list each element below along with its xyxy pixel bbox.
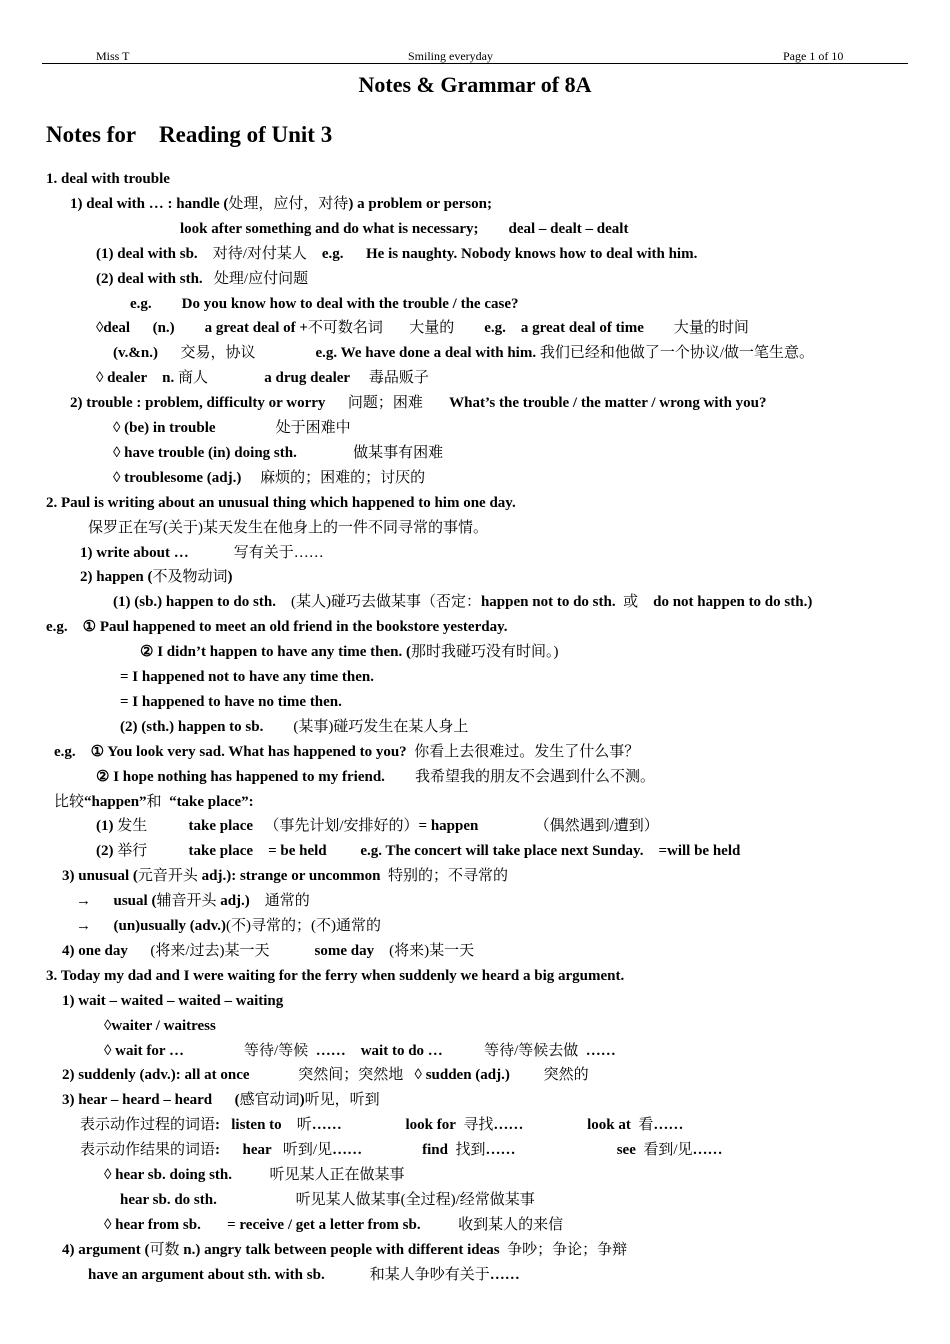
note-line-text: = happen xyxy=(418,818,535,835)
note-line-text: 大量的 xyxy=(409,320,455,337)
note-line-text: (2) deal with sth. xyxy=(96,270,214,287)
note-line-text: → usual ( xyxy=(76,893,157,910)
note-line-text: 2. Paul is writing about an unusual thing which happened to him one day. xyxy=(46,494,516,511)
note-line-text: will take place xyxy=(465,843,558,860)
note-line-text: …… find xyxy=(332,1142,456,1159)
note-line-text: : hear xyxy=(215,1142,283,1159)
note-line-text: 3) hear – heard – heard ( xyxy=(62,1092,240,1109)
note-line-text: (将来/过去)某一天 xyxy=(150,942,270,959)
note-line-text: 和某人争吵有关于 xyxy=(369,1266,490,1283)
note-line-text: …… xyxy=(489,1266,520,1283)
note-line-text: 处于困难中 xyxy=(275,420,351,436)
note-line-text: have an argument about sth. with sb. xyxy=(88,1266,370,1283)
note-line xyxy=(104,1042,616,1060)
note-line-text: ◊ hear sb. doing sth. xyxy=(104,1167,270,1183)
note-line-text: 你看上去很难过。发生了什么事？ xyxy=(414,743,640,760)
note-line-text: 不可数名词 xyxy=(307,320,383,337)
note-line-text: （偶然遇到/遭到） xyxy=(534,818,659,835)
note-line-text: 2) happen ( xyxy=(80,569,153,586)
note-line xyxy=(80,544,324,562)
note-line xyxy=(70,394,767,412)
note-line-text: 寻找 xyxy=(463,1117,494,1134)
note-line xyxy=(113,419,351,437)
note-line-text: 听见某人做某事(全过程)/经常做某事 xyxy=(295,1191,535,1208)
note-line-text: ◊ wait for … xyxy=(104,1042,245,1059)
note-line-text: 听见，听到 xyxy=(304,1092,380,1109)
note-line xyxy=(88,1266,520,1284)
note-line-text: adj.) xyxy=(216,893,265,910)
note-line-text: 毒品贩子 xyxy=(368,370,429,387)
note-line-text: …… see xyxy=(485,1142,644,1159)
note-line xyxy=(96,768,655,786)
note-line xyxy=(62,867,508,885)
note-line-text: 那时我碰巧没有时间。) xyxy=(410,644,559,661)
note-line-text: 1) wait – waited – waited – waiting xyxy=(62,992,284,1009)
note-line-text: …… xyxy=(653,1117,684,1134)
note-line xyxy=(104,1216,563,1234)
note-line xyxy=(54,793,254,811)
note-line xyxy=(62,1091,380,1109)
document-title: Notes & Grammar of 8A xyxy=(358,72,592,97)
note-line-text: 3) unusual ( xyxy=(62,868,138,885)
note-line-text: “happen” xyxy=(84,793,147,810)
note-line xyxy=(104,1166,405,1184)
note-line-text: ) xyxy=(227,569,233,586)
note-line-text: adj.): strange or uncommon xyxy=(197,868,389,885)
note-line-text: 麻烦的；困难的；讨厌的 xyxy=(260,469,426,486)
note-line-text: 表示动作结果的词语 xyxy=(80,1142,216,1159)
note-line-text: (不)寻常的；(不)通常的 xyxy=(226,918,382,934)
note-line xyxy=(120,668,374,686)
note-line-text: ◊ (be) in trouble xyxy=(113,420,276,436)
note-line xyxy=(96,369,429,387)
note-line-text: ◊ have trouble (in) doing sth. xyxy=(113,444,354,461)
note-line-text: (某事)碰巧发生在某人身上 xyxy=(293,718,469,735)
note-line-text: 辅音开头 xyxy=(156,893,217,910)
note-line-text: do not happen to do sth.) xyxy=(638,594,813,611)
note-line xyxy=(113,593,812,611)
note-line-text: 2) trouble : problem, difficulty or worry xyxy=(70,395,348,412)
note-line-text: 听到/见 xyxy=(282,1142,333,1159)
note-line-text: ) a problem or person; xyxy=(348,195,492,212)
note-line xyxy=(46,494,516,512)
note-line-text: (v.&n.) xyxy=(113,345,181,362)
section-heading: Notes for Reading of Unit 3 xyxy=(46,122,333,147)
note-line-text: 处理，应付，对待 xyxy=(228,195,349,212)
note-line xyxy=(113,469,425,487)
note-line xyxy=(70,195,492,213)
note-line xyxy=(88,519,488,537)
note-line-text: 发生 xyxy=(117,818,148,835)
note-line-text: 找到 xyxy=(455,1142,486,1159)
note-line-text: 突然间；突然地 xyxy=(298,1067,404,1084)
note-line-text: hear sb. do sth. xyxy=(120,1191,296,1208)
note-line xyxy=(80,568,233,586)
note-line xyxy=(120,1191,535,1209)
note-line-text: e.g. a great deal of time xyxy=(454,320,674,337)
note-line-text: 举行 xyxy=(117,843,148,860)
note-line-text: ◊ hear from sb. = receive / get a letter from sb. xyxy=(104,1216,459,1233)
page-header xyxy=(42,49,908,64)
note-line-text: 突然的 xyxy=(543,1067,589,1084)
note-line-text: 可数 xyxy=(149,1241,180,1258)
note-line-text: 3. Today my dad and I were waiting for the ferry when suddenly we heard a big argument. xyxy=(46,967,625,984)
note-line-text: (将来)某一天 xyxy=(389,942,475,959)
note-line xyxy=(96,245,697,263)
header-page-number: Page 1 of 10 xyxy=(783,49,844,63)
note-line-text: ◊ dealer n. xyxy=(96,370,178,387)
note-line-text: ◊waiter / waitress xyxy=(104,1017,216,1034)
note-line-text: take place xyxy=(147,818,265,835)
note-line-text: e.g. He is naughty. Nobody knows how to deal with him. xyxy=(306,245,698,262)
note-line-text: What’s the trouble / the matter / wrong with you? xyxy=(422,395,767,412)
note-line-text: 保罗正在写(关于)某天发生在他身上的一件不同寻常的事情。 xyxy=(88,519,488,536)
note-line xyxy=(80,1116,683,1134)
note-line-text: 特别的；不寻常的 xyxy=(388,868,509,885)
note-line-text: 通常的 xyxy=(264,893,310,910)
note-line-text: happen not to do sth. xyxy=(480,594,624,611)
note-line xyxy=(113,444,443,462)
note-line-text: e.g. ① You look very sad. What has happened to you? xyxy=(54,743,415,760)
note-line-text: 和 xyxy=(146,793,162,810)
note-line-text: n.) angry talk between people with different ideas xyxy=(179,1241,508,1258)
note-line-text: ② I didn’t happen to have any time then. ( xyxy=(140,644,411,661)
note-line xyxy=(46,618,508,636)
note-line xyxy=(62,1066,589,1084)
note-line-text: ◊ troublesome (adj.) xyxy=(113,469,261,486)
note-line-text: = I happened to have no time then. xyxy=(120,693,342,710)
note-line xyxy=(120,718,468,736)
note-line-text: 4) argument ( xyxy=(62,1241,150,1258)
note-line-text: 等待/等候去做 xyxy=(484,1042,579,1059)
note-line-text: look after something and do what is necessary; deal – dealt – dealt xyxy=(180,220,629,237)
note-line-text: 1. deal with trouble xyxy=(46,171,170,187)
note-line-text: 元音开头 xyxy=(137,868,198,885)
note-line xyxy=(76,917,381,935)
note-line xyxy=(46,170,170,188)
note-line-text: 2) suddenly (adv.): all at once xyxy=(62,1067,299,1084)
note-line-text: 收到某人的来信 xyxy=(458,1216,564,1233)
note-line-text: a drug dealer xyxy=(208,370,369,387)
note-line-text: 商人 xyxy=(178,370,209,387)
note-line-text: 等待/等候 xyxy=(244,1042,309,1059)
note-line xyxy=(96,817,659,835)
note-line-text: (2) (sth.) happen to sb. xyxy=(120,718,294,735)
note-line-text: 交易，协议 xyxy=(180,345,256,362)
note-line xyxy=(62,1241,627,1259)
note-line xyxy=(120,693,342,711)
note-line-text: 感官动词 xyxy=(239,1092,300,1109)
note-line-text: ◊ sudden (adj.) xyxy=(403,1067,544,1084)
note-line-text: （事先计划/安排好的） xyxy=(264,818,419,835)
note-line-text: → (un)usually (adv.) xyxy=(76,918,227,934)
note-line-text: 比较 xyxy=(54,793,85,810)
note-line-text: 问题；困难 xyxy=(347,395,423,412)
note-line-text: ◊deal (n.) a great deal of + xyxy=(96,320,308,337)
note-line-text: (1) deal with sb. xyxy=(96,245,213,262)
note-line-text: 写有关于…… xyxy=(233,544,324,561)
note-line xyxy=(130,295,518,313)
note-line-text: 看 xyxy=(638,1117,654,1134)
note-line-text: 表示动作过程的词语 xyxy=(80,1117,216,1134)
note-line-text: e.g. We have done a deal with him. xyxy=(255,345,540,362)
note-line xyxy=(76,892,310,910)
note-line-text: : listen to xyxy=(215,1117,297,1134)
note-line xyxy=(46,967,624,985)
note-line xyxy=(96,270,308,288)
note-line-text: 不及物动词 xyxy=(152,569,228,586)
note-line-text: (某人)碰巧去做某事（否定： xyxy=(290,594,481,611)
note-line-text: 处理/应付问题 xyxy=(213,270,309,287)
note-line xyxy=(113,344,814,362)
note-line-text: e.g. ① Paul happened to meet an old friend in the bookstore yesterday. xyxy=(46,619,508,636)
header-motto: Smiling everyday xyxy=(408,49,493,63)
note-line-text: …… wait to do … xyxy=(308,1042,485,1059)
header-author: Miss T xyxy=(96,49,130,63)
note-line-text: 看到/见 xyxy=(643,1142,693,1159)
note-line-text: (1) xyxy=(96,818,118,835)
note-line-text xyxy=(383,320,409,336)
note-line-text: 对待/对付某人 xyxy=(212,245,307,262)
note-line-text: 听 xyxy=(296,1117,312,1134)
note-line-text: 1) write about … xyxy=(80,544,234,561)
note-line-text: = I happened not to have any time then. xyxy=(120,669,374,685)
note-line xyxy=(180,220,628,238)
note-line-text: 或 xyxy=(623,594,639,611)
note-line xyxy=(140,643,558,661)
note-line-text: …… xyxy=(692,1142,723,1159)
note-line-text: next Sunday. =will be held xyxy=(557,843,741,860)
note-line-text: some day xyxy=(269,942,390,959)
note-line-text: 4) one day xyxy=(62,942,151,959)
note-line-text: 我们已经和他做了一个协议/做一笔生意。 xyxy=(539,345,815,362)
note-line-text: 做某事有困难 xyxy=(353,444,444,461)
note-line-text: 听见某人正在做某事 xyxy=(269,1167,405,1183)
note-line-text: take place = be held e.g. The concert xyxy=(147,843,466,860)
note-line-text: (2) xyxy=(96,843,118,860)
note-line xyxy=(96,842,740,860)
note-line-text: …… look at xyxy=(493,1117,639,1134)
note-line-text: 大量的时间 xyxy=(673,320,749,337)
note-line-text: e.g. Do you know how to deal with the trouble / the case? xyxy=(130,295,519,312)
note-line-text: 我希望我的朋友不会遇到什么不测。 xyxy=(414,768,655,785)
note-line-text: “take place”: xyxy=(161,793,254,810)
note-line-text: (1) (sb.) happen to do sth. xyxy=(113,594,291,611)
note-line xyxy=(104,1017,216,1035)
note-line-text: …… xyxy=(578,1042,616,1059)
note-line xyxy=(62,942,474,960)
note-line xyxy=(54,743,639,761)
note-line-text: 1) deal with … : handle ( xyxy=(70,195,229,212)
note-line-text: …… look for xyxy=(311,1117,464,1134)
note-line xyxy=(62,992,283,1010)
note-line xyxy=(96,319,749,337)
note-line-text: 争吵；争论；争辩 xyxy=(507,1241,628,1258)
note-line-text: ② I hope nothing has happened to my friend. xyxy=(96,768,415,785)
note-line-text: ) xyxy=(299,1092,305,1109)
note-line xyxy=(80,1141,723,1159)
